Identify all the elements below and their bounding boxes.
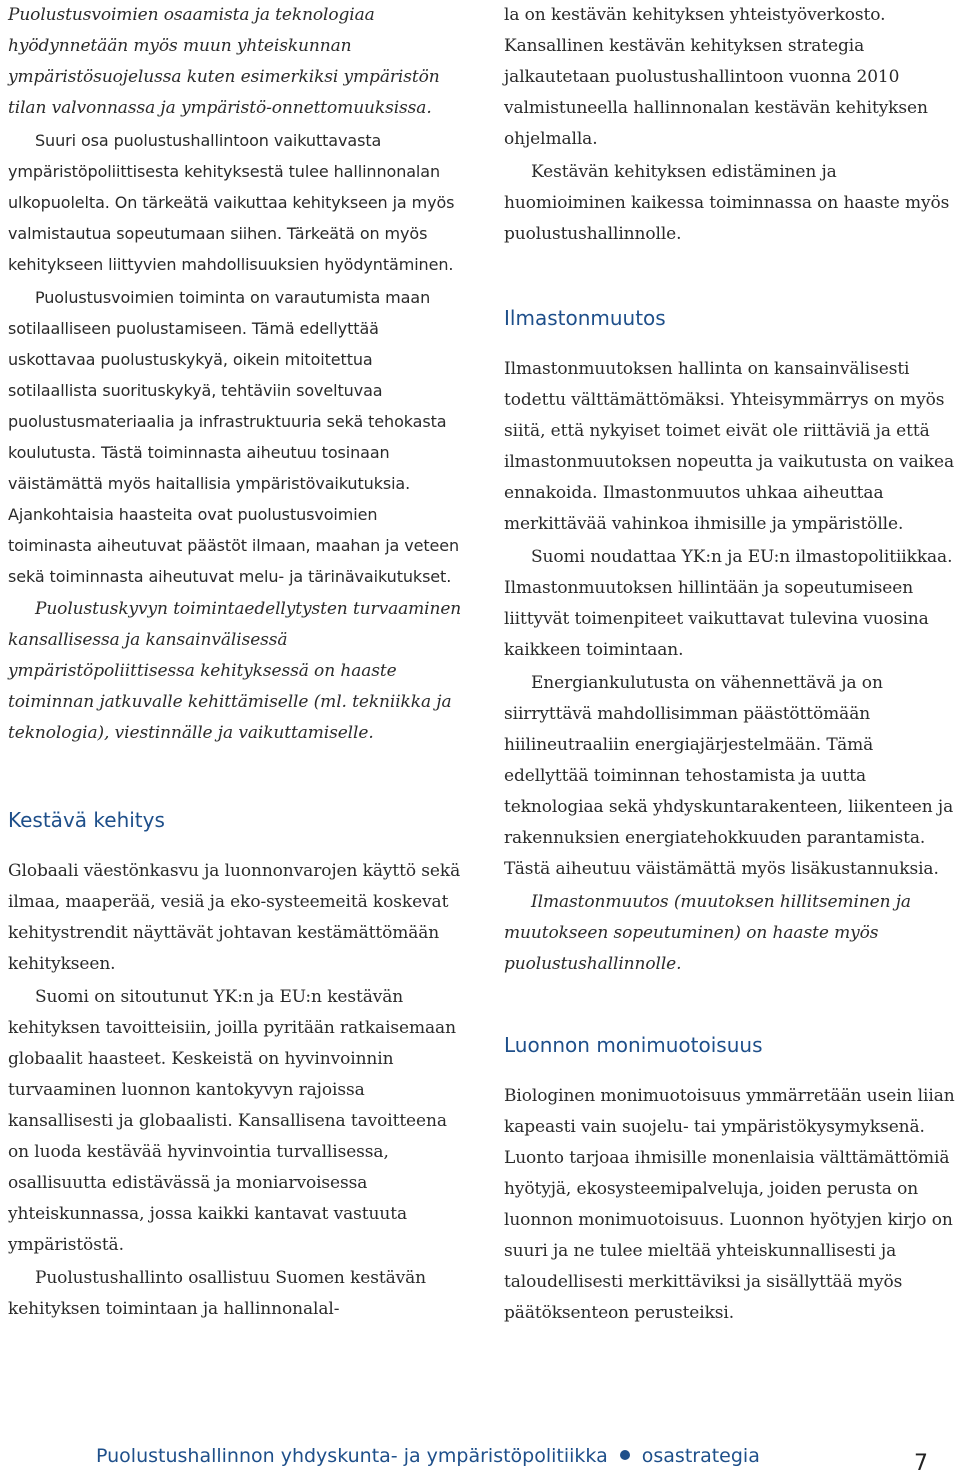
paragraph-sustainability-challenge: Kestävän kehityksen edistäminen ja huomioiminen kaikessa toiminnassa on haaste myös puolustushallinnolle. bbox=[504, 162, 950, 244]
paragraph-climate-challenge: Ilmastonmuutos (muutoksen hillitseminen ja muutokseen sopeutuminen) on haaste myös puolustushallinnolle. bbox=[504, 892, 911, 974]
paragraph-defence-capability: Puolustuskyvyn toimintaedellytysten turvaaminen kansallisessa ja kansainvälisessä ympäristöpoliittisessa kehityksessä on haaste toiminnan jatkuvalle kehittämiselle (ml. tekniikka ja teknologia), viestinnälle ja vaikuttamiselle. bbox=[8, 599, 462, 743]
paragraph-climate-policy: Suomi noudattaa YK:n ja EU:n ilmastopolitiikkaa. Ilmastonmuutoksen hillintään ja sopeutumiseen liittyvät toimenpiteet vaikuttavat tulevina vuosina kaikkeen toimintaan. bbox=[504, 547, 953, 660]
bullet-separator-icon bbox=[620, 1450, 630, 1460]
heading-luonnon-monimuotoisuus: Luonnon monimuotoisuus bbox=[504, 1033, 763, 1057]
heading-ilmastonmuutos: Ilmastonmuutos bbox=[504, 306, 666, 330]
paragraph-global-population: Globaali väestönkasvu ja luonnonvarojen käyttö sekä ilmaa, maaperää, vesiä ja eko-systeemeitä koskevat kehitystrendit näyttävät johtavan kestämättömään kehitykseen. bbox=[8, 861, 461, 974]
heading-kestava-kehitys: Kestävä kehitys bbox=[8, 808, 165, 832]
paragraph-defence-participation: Puolustushallinto osallistuu Suomen kestävän kehityksen toimintaan ja hallinnonalal- bbox=[8, 1268, 427, 1319]
paragraph-external-development: Suuri osa puolustushallintoon vaikuttavasta ympäristöpoliittisesta kehityksestä tulee hallinnonalan ulkopuolelta. On tärkeätä vaikuttaa kehitykseen ja myös valmistautua sopeutumaan siihen. Tärkeätä on myös kehitykseen liittyvien mahdollisuuksien hyödyntäminen. bbox=[8, 131, 455, 274]
page-number: 7 bbox=[914, 1451, 928, 1476]
paragraph-defence-preparedness: Puolustusvoimien toiminta on varautumista maan sotilaalliseen puolustamiseen. Tämä edellyttää uskottavaa puolustuskykyä, oikein mitoitettua sotilaallista suorituskykyä, tehtäviin soveltuvaa puolustusmateriaalia ja infrastruktuuria sekä tehokasta koulutusta. Tästä toiminnasta aiheutuu tosinaan väistämättä myös haitallisia ympäristövaikutuksia. Ajankohtaisia haasteita ovat puolustusvoimien toiminasta aiheutuvat päästöt ilmaan, maahan ja veteen sekä toiminnasta aiheutuvat melu- ja tärinävaikutukset. bbox=[8, 288, 460, 586]
page-footer bbox=[96, 1442, 760, 1470]
paragraph-climate-management: Ilmastonmuutoksen hallinta on kansainvälisesti todettu välttämättömäksi. Yhteisymmärrys on myös siitä, että nykyiset toimet eivät ole riittäviä ja että ilmastonmuutoksen nopeutta ja vaikutusta on vaikea ennakoida. Ilmastonmuutos uhkaa aiheuttaa merkittävää vahinkoa ihmisille ja ympäristölle. bbox=[504, 359, 955, 534]
paragraph-finland-commitment: Suomi on sitoutunut YK:n ja EU:n kestävän kehityksen tavoitteisiin, joilla pyritään ratkaisemaan globaalit haasteet. Keskeistä on hyvinvoinnin turvaaminen luonnon kantokyvyn rajoissa kansallisesti ja globaalisti. Kansallisena tavoitteena on luoda kestävää hyvinvointia turvallisessa, osallisuutta edistävässä ja moniarvoisessa yhteiskunnassa, jossa kaikki kantavat vastuuta ympäristöstä. bbox=[8, 987, 456, 1255]
paragraph-biodiversity: Biologinen monimuotoisuus ymmärretään usein liian kapeasti vain suojelu- tai ympäristökysymyksenä. Luonto tarjoaa ihmisille monenlaisia välttämättömiä hyötyjä, ekosysteemipalveluja, joiden perusta on luonnon monimuotoisuus. Luonnon hyötyjen kirjo on suuri ja ne tulee mieltää yhteiskunnallisesti ja taloudellisesti merkittäviksi ja sisällyttää myös päätöksenteon perusteiksi. bbox=[504, 1086, 955, 1323]
paragraph-energy-consumption: Energiankulutusta on vähennettävä ja on siirryttävä mahdollisimman päästöttömään hiilineutraaliin energiajärjestelmään. Tämä edellyttää toiminnan tehostamista ja uutta teknologiaa sekä yhdyskuntarakenteen, liikenteen ja rakennuksien energiatehokkuuden parantamista. Tästä aiheutuu väistämättä myös lisäkustannuksia. bbox=[504, 673, 954, 879]
footer-subtitle: osastrategia bbox=[641, 1445, 760, 1467]
paragraph-network-continued: la on kestävän kehityksen yhteistyöverkosto. Kansallinen kestävän kehityksen strategia jalkautetaan puolustushallintoon vuonna 2010 valmistuneella hallinnonalan kestävän kehityksen ohjelmalla. bbox=[504, 5, 928, 149]
intro-paragraph: Puolustusvoimien osaamista ja teknologiaa hyödynnetään myös muun yhteiskunnan ympäristösuojelussa kuten esimerkiksi ympäristön tilan valvonnassa ja ympäristö-onnettomuuksissa. bbox=[8, 5, 440, 118]
footer-title: Puolustushallinnon yhdyskunta- ja ympäristöpolitiikka bbox=[96, 1445, 608, 1467]
left-column bbox=[8, 0, 463, 1325]
right-column bbox=[504, 0, 959, 1329]
